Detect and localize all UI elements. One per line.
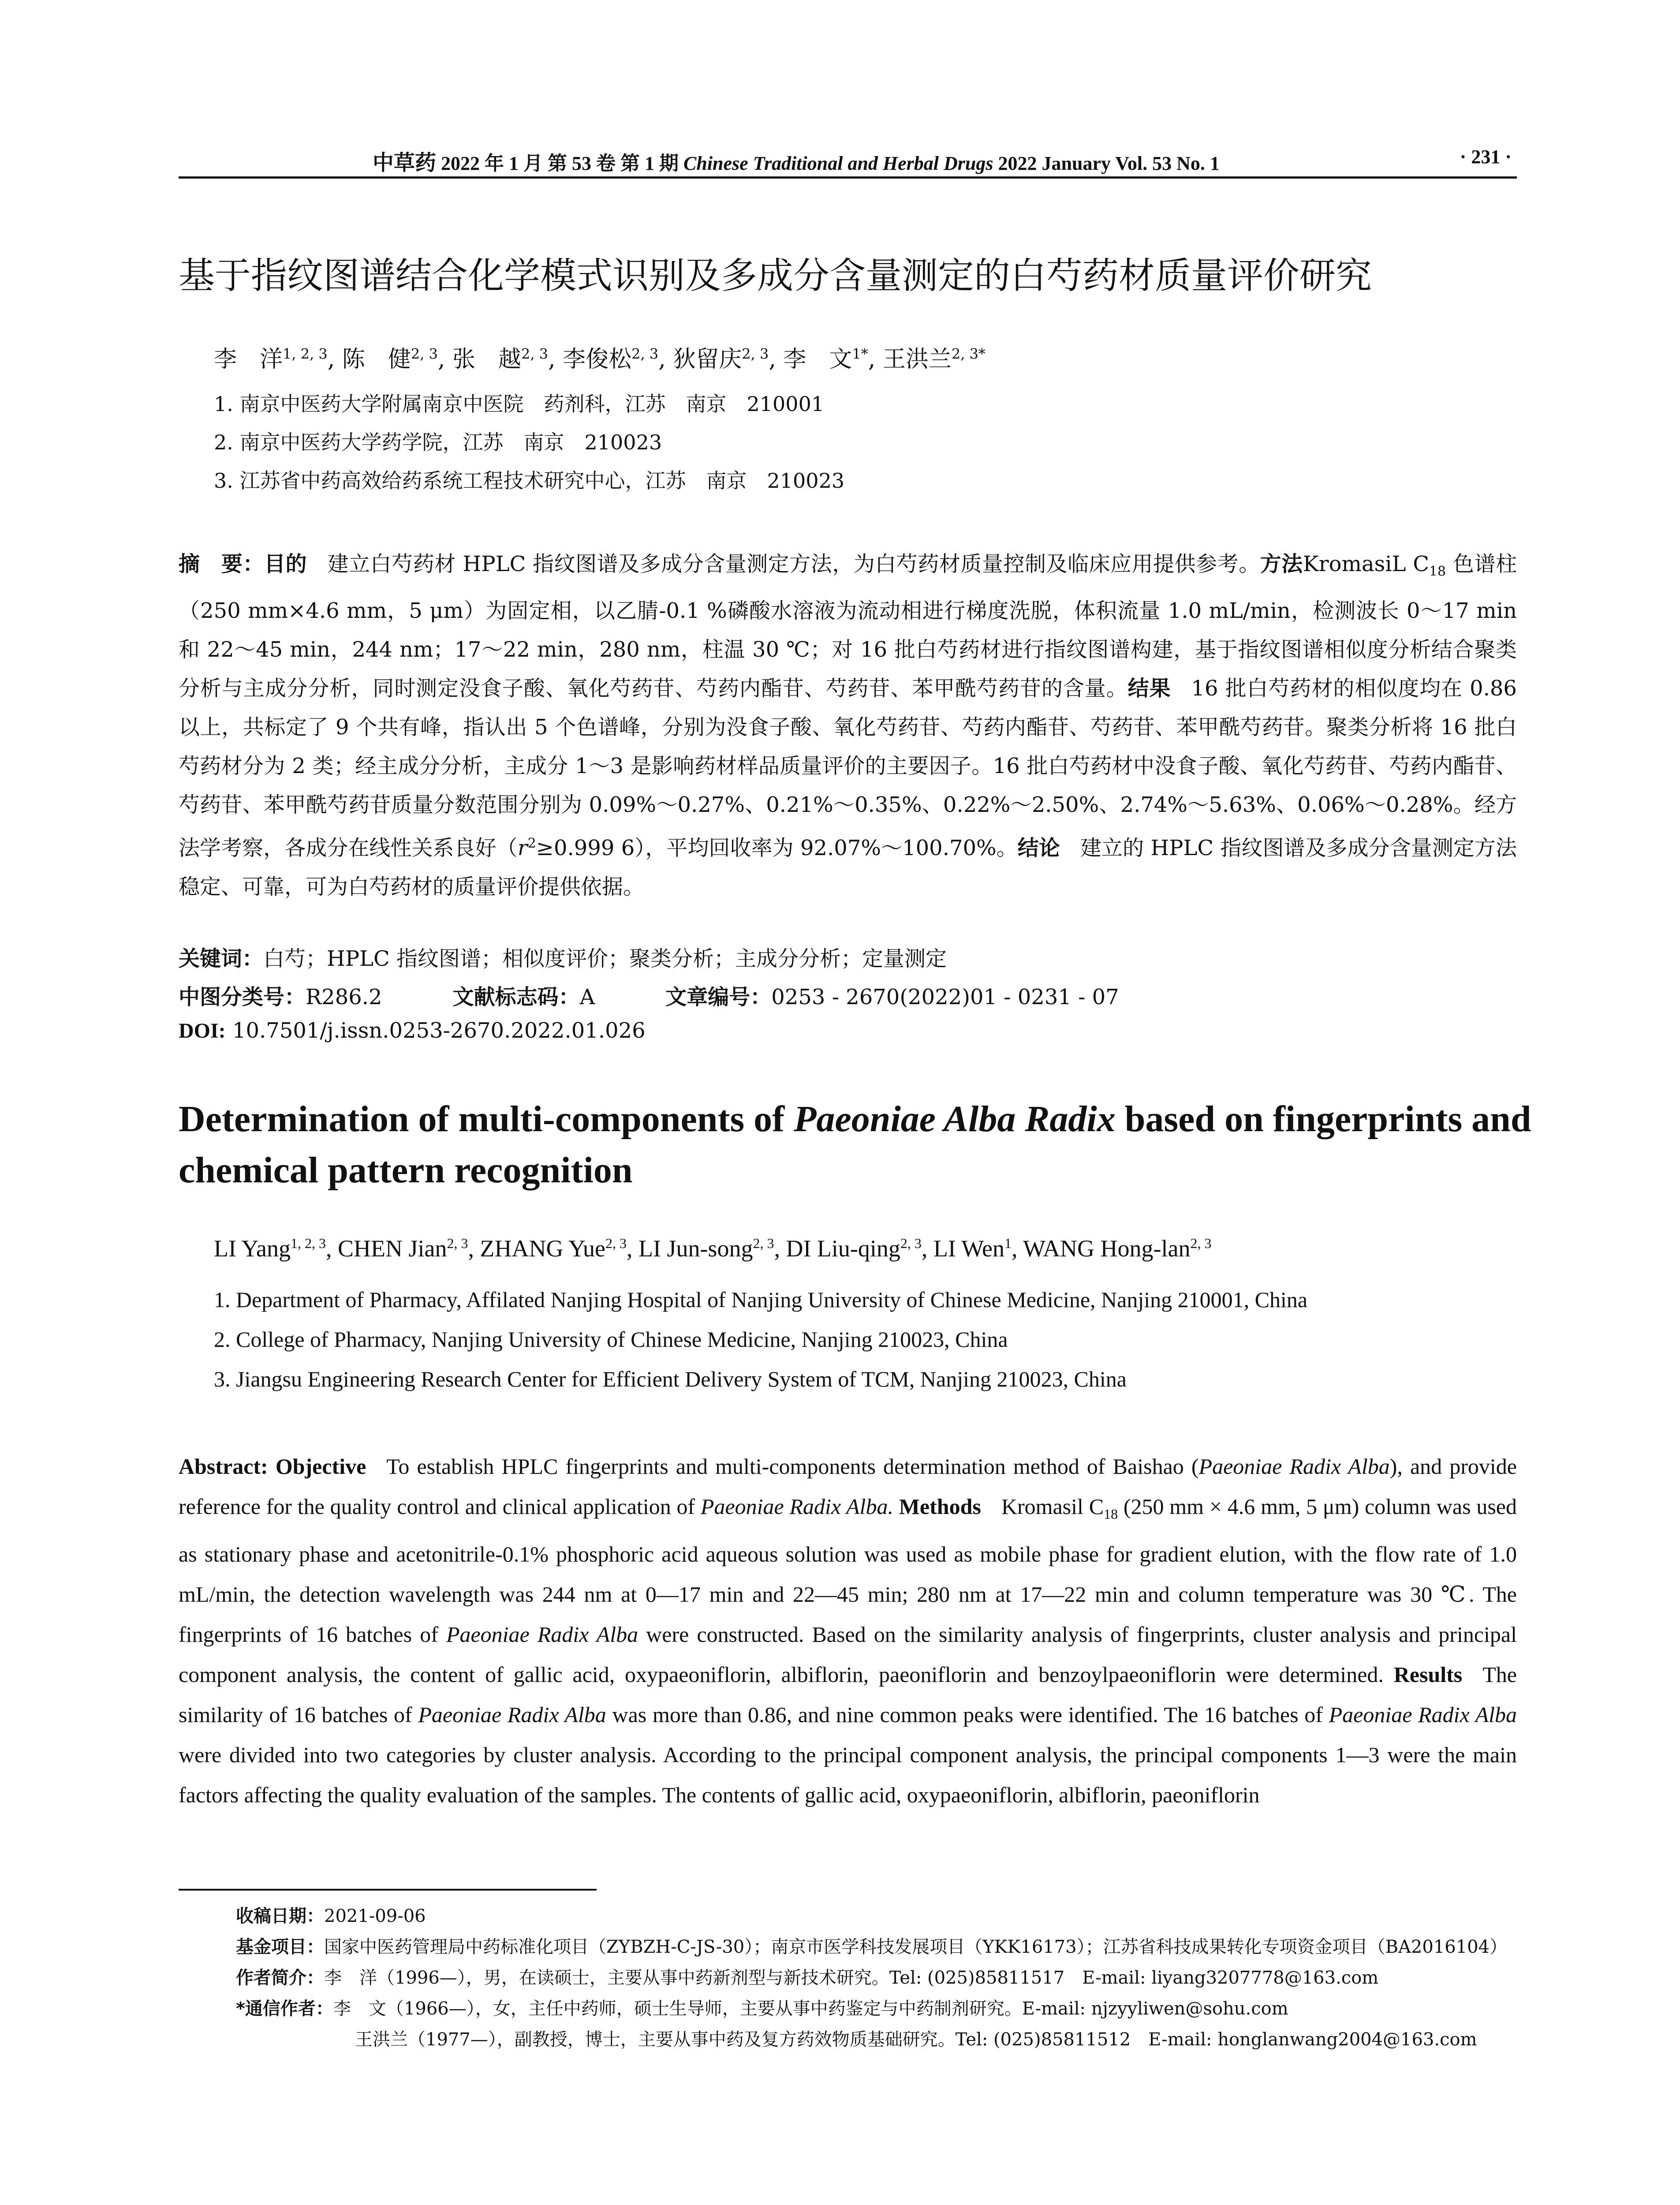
issue-en: 2022 January Vol. 53 No. 1 bbox=[998, 153, 1220, 174]
author-cn: 狄留庆$^{2, 3}$, bbox=[673, 345, 784, 373]
authors-en bbox=[214, 1235, 1211, 1262]
objective-label: 目的 bbox=[264, 552, 307, 576]
affiliation-en-2: 2. College of Pharmacy, Nanjing University of Chinese Medicine, Nanjing 210023, China bbox=[214, 1327, 1008, 1352]
running-header bbox=[179, 146, 1517, 179]
affiliation-en-1: 1. Department of Pharmacy, Affilated Nanjing Hospital of Nanjing University of Chinese Medicine, Nanjing 210001, China bbox=[214, 1287, 1308, 1312]
footnote-divider bbox=[179, 1889, 597, 1891]
affiliation-cn-1: 1. 南京中医药大学附属南京中医院 药剂科，江苏 南京 210001 bbox=[214, 392, 825, 416]
abstract-en: Abstract: Objective To establish HPLC fingerprints and multi-components determination method of Baishao (Paeoniae Radix Alba), and provide reference for the quality control and clinical application of Paeoniae Radix Alba. Methods Kromasil $C_{18}$ (250 mm × 4.6 mm, 5 μm) column was used as stationary phase and acetonitrile-0.1% phosphoric acid aqueous solution was used as mobile phase for gradient elution, with the flow rate of 1.0 mL/min, the detection wavelength was 244 nm at 0—17 min and 22—45 min; 280 nm at 17—22 min and column temperature was 30 ℃. The fingerprints of 16 batches of Paeoniae Radix Alba were constructed. Based on the similarity analysis of fingerprints, cluster analysis and principal component analysis, the content of gallic acid, oxypaeoniflorin, albiflorin, paeoniflorin and benzoylpaeoniflorin were determined. Results The similarity of 16 batches of Paeoniae Radix Alba was more than 0.86, and nine common peaks were identified. The 16 batches of Paeoniae Radix Alba were divided into two categories by cluster analysis. According to the principal component analysis, the principal components 1—3 were the main factors affecting the quality evaluation of the samples. The contents of gallic acid, oxypaeoniflorin, albiflorin, paeoniflorin bbox=[179, 1454, 1517, 1807]
author-cn: 王洪兰$^{2, 3*}$ bbox=[882, 345, 986, 373]
author-cn: 李俊松$^{2, 3}$, bbox=[563, 345, 673, 373]
classification-line: 中图分类号：R286.2 文献标志码：A 文章编号：0253 - 2670(2022)01 - 0231 - 07 bbox=[179, 985, 1119, 1009]
affiliation-cn-2: 2. 南京中医药大学药学院，江苏 南京 210023 bbox=[214, 430, 662, 454]
conclusion-label: 结论 bbox=[1017, 835, 1060, 860]
author-en: LI Jun-song$^{2, 3}$, bbox=[638, 1235, 786, 1262]
abstract-cn: 摘 要：目的 建立白芍药材 HPLC 指纹图谱及多成分含量测定方法，为白芍药材质量控制及临床应用提供参考。方法KromasiL $C_{18}$ 色谱柱（250 mm×4.6 mm，5 μm）为固定相，以乙腈-0.1 %磷酸水溶液为流动相进行梯度洗脱，体积流量 1.0 mL/min，检测波长 0～17 min 和 22～45 min，244 nm；17～22 min，280 nm，柱温 30 ℃；对 16 批白芍药材进行指纹图谱构建，基于指纹图谱相似度分析结合聚类分析与主成分分析，同时测定没食子酸、氧化芍药苷、芍药内酯苷、芍药苷、苯甲酰芍药苷的含量。结果 16 批白芍药材的相似度均在 0.86 以上，共标定了 9 个共有峰，指认出 5 个色谱峰，分别为没食子酸、氧化芍药苷、芍药内酯苷、芍药苷、苯甲酰芍药苷。聚类分析将 16 批白芍药材分为 2 类；经主成分分析，主成分 1～3 是影响药材样品质量评价的主要因子。16 批白芍药材中没食子酸、氧化芍药苷、芍药内酯苷、芍药苷、苯甲酰芍药苷质量分数范围分别为 0.09%～0.27%、0.21%～0.35%、0.22%～2.50%、2.74%～5.63%、0.06%～0.28%。经方法学考察，各成分在线性关系良好（$r^2\ge 0.999$ 6），平均回收率为 92.07%～100.70%。结论 建立的 HPLC 指纹图谱及多成分含量测定方法稳定、可靠，可为白芍药材的质量评价提供依据。 bbox=[179, 552, 1517, 899]
corresponding-author-2: 王洪兰（1977—），副教授，博士，主要从事中药及复方药效物质基础研究。Tel: (025)85811512 E-mail: honglanwang2004@163.com bbox=[355, 2029, 1477, 2050]
author-cn: 张 越$^{2, 3}$, bbox=[452, 345, 563, 373]
results-en-label: Results bbox=[1393, 1662, 1463, 1687]
author-en: WANG Hong-lan$^{2, 3}$ bbox=[1023, 1235, 1212, 1262]
abstract-en-label: Abstract: Objective bbox=[179, 1454, 366, 1479]
footnotes bbox=[236, 1901, 1517, 2055]
author-cn: 李 洋$^{1, 2, 3}$, bbox=[214, 345, 342, 373]
results-text: 16 批白芍药材的相似度均在 0.86 以上，共标定了 9 个共有峰，指认出 5 个色谱峰，分别为没食子酸、氧化芍药苷、芍药内酯苷、芍药苷、苯甲酰芍药苷。聚类分析将 16 批白芍药材分为 2 类；经主成分分析，主成分 1～3 是影响药材样品质量评价的主要因子。16 批白芍药材中没食子酸、氧化芍药苷、芍药内酯苷、芍药苷、苯甲酰芍药苷质量分数范围分别为 0.09%～0.27%、0.21%～0.35%、0.22%～2.50%、2.74%～5.63%、0.06%～0.28%。经方法学考察，各成分在线性关系良好（ bbox=[179, 676, 1517, 860]
author-en: CHEN Jian$^{2, 3}$, bbox=[338, 1235, 480, 1262]
journal-name-en: Chinese Traditional and Herbal Drugs bbox=[683, 153, 993, 174]
results-label: 结果 bbox=[1127, 676, 1171, 701]
methods-en-label: Methods bbox=[899, 1494, 981, 1519]
methods-label: 方法 bbox=[1260, 552, 1303, 576]
journal-name-cn: 中草药 bbox=[373, 150, 437, 175]
author-en: LI Yang$^{1, 2, 3}$, bbox=[214, 1235, 338, 1262]
affiliation-en-3: 3. Jiangsu Engineering Research Center for Efficient Delivery System of TCM, Nanjing 210023, China bbox=[214, 1367, 1127, 1391]
abstract-label: 摘 要： bbox=[179, 552, 265, 576]
page-number: · 231 · bbox=[1460, 146, 1512, 168]
author-cn: 陈 健$^{2, 3}$, bbox=[342, 345, 452, 373]
authors-cn bbox=[214, 340, 986, 374]
doi-link[interactable]: 10.7501/j.issn.0253-2670.2022.01.026 bbox=[232, 1018, 646, 1043]
author-en: DI Liu-qing$^{2, 3}$, bbox=[786, 1235, 933, 1262]
funding: 基金项目：国家中医药管理局中药标准化项目（ZYBZH-C-JS-30）；南京市医学科技发展项目（YKK16173）；江苏省科技成果转化专项资金项目（BA2016104） bbox=[236, 1937, 1508, 1957]
received-date: 收稿日期：2021-09-06 bbox=[236, 1906, 426, 1926]
author-bio: 作者简介：李 洋（1996—），男，在读硕士，主要从事中药新剂型与新技术研究。Tel: (025)85811517 E-mail: liyang3207778@163.com bbox=[236, 1968, 1379, 1988]
author-en: ZHANG Yue$^{2, 3}$, bbox=[480, 1235, 638, 1262]
conclusion-text: 建立的 HPLC 指纹图谱及多成分含量测定方法稳定、可靠，可为白芍药材的质量评价提供依据。 bbox=[179, 835, 1517, 899]
methods-text: 色谱柱（250 mm×4.6 mm，5 μm）为固定相，以乙腈-0.1 %磷酸水溶液为流动相进行梯度洗脱，体积流量 1.0 mL/min，检测波长 0～17 min 和 22～45 min，244 nm；17～22 min，280 nm，柱温 30 ℃；对 16 批白芍药材进行指纹图谱构建，基于指纹图谱相似度分析结合聚类分析与主成分分析，同时测定没食子酸、氧化芍药苷、芍药内酯苷、芍药苷、苯甲酰芍药苷的含量。 bbox=[179, 552, 1517, 701]
author-cn: 李 文$^{1*}$, bbox=[783, 345, 883, 373]
objective-text: 建立白芍药材 HPLC 指纹图谱及多成分含量测定方法，为白芍药材质量控制及临床应用提供参考。 bbox=[327, 552, 1260, 576]
journal-issue-line bbox=[373, 146, 1220, 176]
author-en: LI Wen$^1$, bbox=[933, 1235, 1023, 1262]
title-en: Determination of multi-components of Paeoniae Alba Radix based on fingerprints and chemical pattern recognition bbox=[179, 1099, 1531, 1191]
doi-line: DOI: 10.7501/j.issn.0253-2670.2022.01.026 bbox=[179, 1018, 646, 1043]
corresponding-author-1: *通信作者：李 文（1966—），女，主任中药师，硕士生导师，主要从事中药鉴定与中药制剂研究。E-mail: njzyyliwen@sohu.com bbox=[236, 1999, 1288, 2019]
title-cn: 基于指纹图谱结合化学模式识别及多成分含量测定的白芍药材质量评价研究 bbox=[179, 255, 1372, 297]
keywords-cn: 关键词：白芍；HPLC 指纹图谱；相似度评价；聚类分析；主成分分析；定量测定 bbox=[179, 946, 947, 971]
issue-cn: 2022 年 1 月 第 53 卷 第 1 期 bbox=[441, 153, 679, 174]
affiliation-cn-3: 3. 江苏省中药高效给药系统工程技术研究中心，江苏 南京 210023 bbox=[214, 469, 845, 493]
